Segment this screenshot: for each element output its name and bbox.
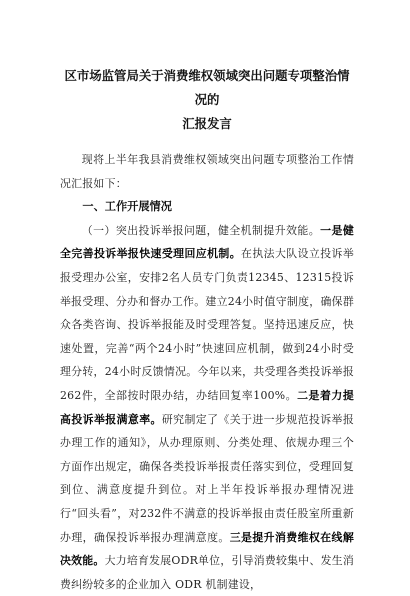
point-1-heading: 一是健全完善投诉举报快速受理回应机制。 bbox=[60, 223, 354, 261]
point-2-heading: 二是着力提高投诉举报满意率。 bbox=[60, 388, 354, 426]
document-title-line-1: 区市场监管局关于消费维权领域突出问题专项整治情况的 bbox=[64, 68, 350, 107]
point-2-text: 研究制定了《关于进一步规范投诉举报办理工作的通知》，从办理原则、分类处理、依规办理三个方面作出规定，确保各类投诉举报责任落实到位，受理回复到位、满意度提升到位。对上半年投诉举报办理情况进行“回头看”，对232件不满意的投诉举报由责任股室所重新办理，确保投诉举报办理满意度。 bbox=[60, 412, 354, 544]
point-1-text: 在执法大队设立投诉举报受理办公室，安排2名人员专门负责12345、12315投诉举报受理、分办和督办工作。建立24小时值守制度，确保群众各类咨询、投诉举报能及时受理答复。坚持迅速反应，快速处置，完善“两个24小时”快速回应机制，做到24小时受理分转，24小时反馈情况。今年以来，共受理各类投诉举报262件，全部按时限办结，办结回复率100%。 bbox=[60, 247, 354, 402]
point-3-text: 大力培育发展ODR单位，引导消费较集中、发生消费纠纷较多的企业加入 ODR 机制建设， bbox=[60, 554, 355, 591]
document-title-line-2: 汇报发言 bbox=[182, 116, 232, 131]
section-1-paragraph bbox=[60, 219, 354, 596]
paragraph-lead: （一）突出投诉举报问题，健全机制提升效能。 bbox=[81, 223, 321, 237]
point-3-heading: 三是提升消费维权在线解决效能。 bbox=[60, 530, 354, 568]
section-1-heading: 一、工作开展情况 bbox=[82, 200, 172, 214]
intro-paragraph: 现将上半年我县消费维权领域突出问题专项整治工作情况汇报如下： bbox=[60, 153, 354, 190]
